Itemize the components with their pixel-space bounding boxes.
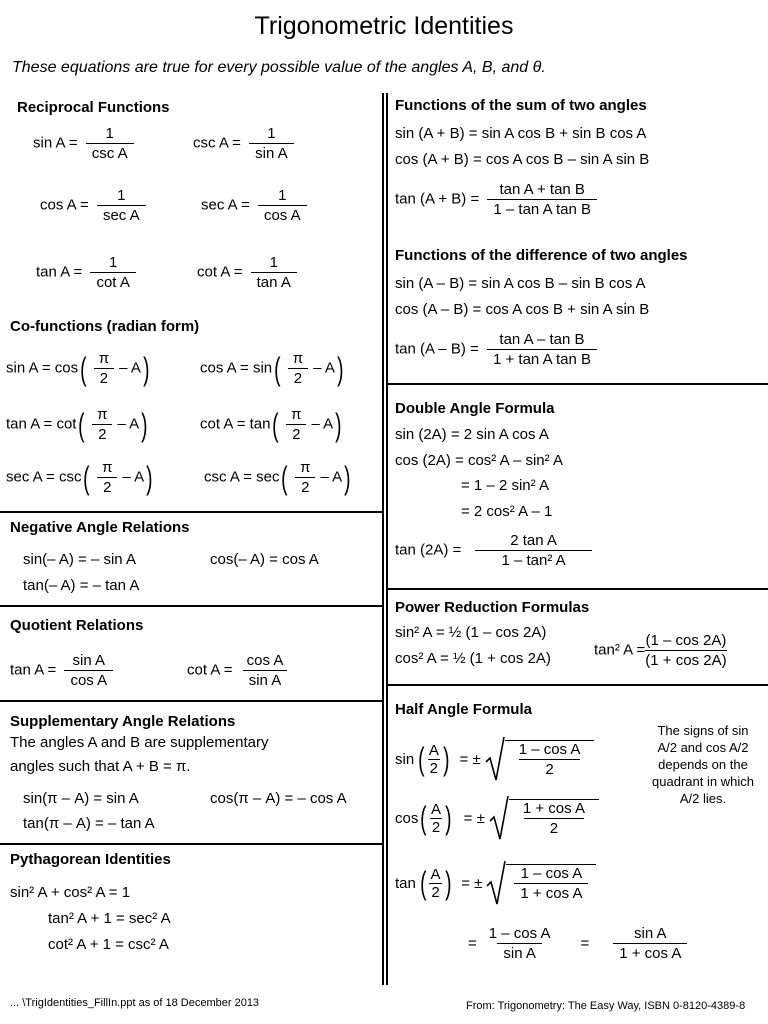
equation-lhs: tan A = bbox=[10, 661, 57, 679]
note-text: The signs of sin A/2 and cos A/2 depends on the quadrant in which A/2 lies. bbox=[652, 723, 754, 806]
quotient-row bbox=[10, 652, 117, 689]
equation-lhs: tan bbox=[395, 874, 416, 892]
cofunction-row: cot A = tan( $\frac{\pi}{2}$ – A) bbox=[200, 406, 342, 443]
equation-lhs: tan A = bbox=[36, 263, 83, 281]
equation: sin(– A) = – sin A bbox=[23, 551, 136, 568]
cofunction-row: sec A = csc( $\frac{\pi}{2}$ – A) bbox=[6, 459, 153, 496]
supplementary-header: Supplementary Angle Relations bbox=[10, 713, 236, 730]
equation: sin² A = ½ (1 – cos 2A) bbox=[395, 624, 547, 641]
equation-lhs: cos A = bbox=[40, 196, 89, 214]
pi-symbol: π bbox=[97, 406, 108, 423]
reciprocal-row bbox=[201, 187, 311, 224]
numerator: 1 bbox=[278, 187, 287, 204]
equation-lhs: sec A = bbox=[201, 196, 250, 214]
numerator: 1 – cos A bbox=[518, 741, 581, 758]
sum-header: Functions of the sum of two angles bbox=[395, 97, 647, 114]
plus-minus: = ± bbox=[463, 809, 485, 827]
column-divider bbox=[382, 93, 384, 985]
divider bbox=[0, 700, 383, 702]
page-subtitle: These equations are true for every possible value of the angles A, B, and θ. bbox=[12, 59, 546, 76]
denominator: sin A bbox=[497, 943, 542, 962]
denominator: 2 bbox=[519, 759, 579, 778]
numerator: tan A + tan B bbox=[499, 181, 585, 198]
divider bbox=[386, 383, 768, 385]
denominator: cot A bbox=[90, 272, 135, 291]
minus-a: – A bbox=[313, 359, 335, 377]
equals: = bbox=[468, 935, 477, 952]
pi-symbol: π bbox=[98, 350, 110, 367]
half-tan-alt-row bbox=[468, 925, 691, 962]
numerator: sin A bbox=[72, 652, 106, 669]
minus-a: – A bbox=[122, 468, 145, 486]
numerator: sin A bbox=[634, 925, 667, 942]
negative-header: Negative Angle Relations bbox=[10, 519, 190, 536]
quotient-row bbox=[187, 652, 293, 689]
minus-a: – A bbox=[117, 415, 140, 433]
equation: sin (2A) = 2 sin A cos A bbox=[395, 426, 549, 443]
equation-lhs: csc A = bbox=[193, 134, 241, 152]
fraction bbox=[475, 532, 591, 569]
denominator: tan A bbox=[251, 272, 297, 291]
equation-lhs: tan (2A) = bbox=[395, 541, 462, 559]
denominator: 2 bbox=[288, 368, 308, 387]
pi-symbol: π bbox=[102, 459, 113, 476]
sqrt-sign bbox=[486, 860, 596, 906]
difference-tan-row bbox=[395, 331, 601, 368]
divider bbox=[386, 588, 768, 590]
double-tan-row bbox=[395, 532, 596, 569]
divider bbox=[0, 843, 383, 845]
column-divider-2 bbox=[386, 93, 388, 985]
numerator: cos A bbox=[246, 652, 284, 669]
equation: cos (A + B) = cos A cos B – sin A sin B bbox=[395, 151, 650, 168]
equation-lhs: sin A = bbox=[33, 134, 78, 152]
cofunction-row: cos A = sin( $\frac{\pi}{2}$ – A) bbox=[200, 350, 344, 387]
denominator: sec A bbox=[97, 205, 146, 224]
divider bbox=[0, 511, 383, 513]
reciprocal-header: Reciprocal Functions bbox=[17, 99, 170, 116]
denominator: 1 – tan² A bbox=[475, 550, 591, 569]
half-header: Half Angle Formula bbox=[395, 701, 532, 718]
equation-lhs: tan (A + B) = bbox=[395, 190, 480, 208]
equals: = bbox=[580, 935, 590, 952]
footer-right: From: Trigonometry: The Easy Way, ISBN 0-8120-4389-8 bbox=[466, 1000, 746, 1012]
denominator: 1 – tan A tan B bbox=[487, 199, 597, 218]
numerator: 1 – cos A bbox=[520, 865, 583, 882]
numerator: A bbox=[428, 741, 439, 759]
reciprocal-row bbox=[36, 254, 140, 291]
fraction bbox=[86, 125, 134, 162]
equation: cos (A – B) = cos A cos B + sin A sin B bbox=[395, 301, 650, 318]
reciprocal-row bbox=[193, 125, 298, 162]
numerator: 1 – cos A bbox=[488, 925, 551, 942]
equation-lhs: sin bbox=[395, 750, 415, 768]
denominator: 1 + cos A bbox=[613, 943, 687, 962]
denominator: (1 + cos 2A) bbox=[645, 652, 727, 669]
equation: = 2 cos² A – 1 bbox=[461, 503, 553, 520]
plus-minus: = ± bbox=[459, 750, 481, 768]
double-header: Double Angle Formula bbox=[395, 400, 555, 417]
fraction bbox=[241, 652, 290, 689]
cofunction-row: csc A = sec( $\frac{\pi}{2}$ – A) bbox=[204, 459, 351, 496]
equation-lhs: tan (A – B) = bbox=[395, 340, 479, 358]
minus-a: – A bbox=[311, 415, 334, 433]
denominator: 2 bbox=[97, 477, 117, 496]
denominator: 2 bbox=[524, 818, 584, 837]
supplementary-text: The angles A and B are supplementary bbox=[10, 734, 269, 751]
reciprocal-row bbox=[197, 254, 301, 291]
minus-a: – A bbox=[119, 359, 141, 377]
fraction bbox=[487, 181, 597, 218]
fraction bbox=[251, 254, 297, 291]
reciprocal-row bbox=[40, 187, 150, 224]
denominator: 2 bbox=[92, 424, 112, 443]
equation-lhs: cot A = bbox=[187, 661, 233, 679]
cofunction-row: tan A = cot( $\frac{\pi}{2}$ – A) bbox=[6, 406, 148, 443]
minus-a: – A bbox=[320, 468, 343, 486]
equation: sin (A – B) = sin A cos B – sin B cos A bbox=[395, 275, 646, 292]
sum-tan-row bbox=[395, 181, 601, 218]
equation: sin (A + B) = sin A cos B + sin B cos A bbox=[395, 125, 647, 142]
equation: cos(– A) = cos A bbox=[210, 551, 319, 568]
pi-symbol: π bbox=[300, 459, 311, 476]
reciprocal-row bbox=[33, 125, 138, 162]
equation: cot² A + 1 = csc² A bbox=[48, 936, 169, 953]
denominator: 1 + tan A tan B bbox=[487, 349, 597, 368]
numerator: 1 bbox=[267, 125, 276, 142]
denominator: sin A bbox=[249, 143, 294, 162]
equation: tan(– A) = – tan A bbox=[23, 577, 140, 594]
denominator: 2 bbox=[431, 818, 441, 836]
fraction bbox=[249, 125, 294, 162]
equation-lhs: sec A = csc bbox=[6, 468, 82, 486]
equation-lhs: csc A = sec bbox=[204, 468, 280, 486]
numerator: A bbox=[430, 865, 441, 883]
page-title: Trigonometric Identities bbox=[254, 12, 514, 40]
denominator: 2 bbox=[431, 883, 440, 901]
sqrt-sign bbox=[489, 795, 599, 841]
power-tan-row bbox=[594, 632, 731, 669]
denominator: 2 bbox=[295, 477, 315, 496]
equation: cos(π – A) = – cos A bbox=[210, 790, 347, 807]
plus-minus: = ± bbox=[461, 874, 483, 892]
denominator: sin A bbox=[243, 670, 288, 689]
supplementary-text: angles such that A + B = π. bbox=[10, 758, 191, 775]
fraction bbox=[645, 632, 726, 669]
divider bbox=[386, 684, 768, 686]
equation: tan(π – A) = – tan A bbox=[23, 815, 155, 832]
denominator: csc A bbox=[86, 143, 134, 162]
pi-symbol: π bbox=[291, 406, 302, 423]
fraction bbox=[258, 187, 307, 224]
power-header: Power Reduction Formulas bbox=[395, 599, 590, 616]
denominator: 2 bbox=[429, 759, 439, 777]
fraction bbox=[487, 331, 597, 368]
divider bbox=[0, 605, 383, 607]
denominator: 2 bbox=[286, 424, 306, 443]
equation-lhs: cos bbox=[395, 809, 419, 827]
equation: tan² A + 1 = sec² A bbox=[48, 910, 171, 927]
quotient-header: Quotient Relations bbox=[10, 617, 144, 634]
equation-lhs: cos A = sin bbox=[200, 359, 273, 377]
equation: sin(π – A) = sin A bbox=[23, 790, 139, 807]
numerator: 1 + cos A bbox=[522, 800, 585, 817]
half-angle-note bbox=[650, 722, 756, 807]
equation: sin² A + cos² A = 1 bbox=[10, 884, 131, 901]
fraction bbox=[97, 187, 146, 224]
numerator: 1 bbox=[105, 125, 114, 142]
difference-header: Functions of the difference of two angles bbox=[395, 247, 688, 264]
fraction bbox=[90, 254, 135, 291]
numerator: tan A – tan B bbox=[499, 331, 585, 348]
numerator: (1 – cos 2A) bbox=[645, 632, 727, 649]
numerator: 2 tan A bbox=[510, 532, 557, 549]
equation: = 1 – 2 sin² A bbox=[461, 477, 549, 494]
equation-lhs: tan A = cot bbox=[6, 415, 77, 433]
half-tan-row: tan ( $\frac{A}{2}$ ) = ± $\frac{\text{1 – cos A}}{\text{1 + cos A}}$ bbox=[395, 860, 596, 906]
numerator: 1 bbox=[108, 254, 118, 271]
equation-lhs: cot A = bbox=[197, 263, 243, 281]
denominator: cos A bbox=[258, 205, 307, 224]
half-sin-row: sin ( $\frac{A}{2}$ ) = ± $\frac{\text{1 – cos A}}{2}$ bbox=[395, 736, 594, 782]
equation-lhs: sin A = cos bbox=[6, 359, 79, 377]
equation-lhs: tan² A = bbox=[594, 641, 646, 659]
equation: cos² A = ½ (1 + cos 2A) bbox=[395, 650, 551, 667]
sqrt-sign bbox=[485, 736, 595, 782]
denominator: 2 bbox=[94, 368, 114, 387]
equation-lhs: cot A = tan bbox=[200, 415, 271, 433]
numerator: 1 bbox=[269, 254, 278, 271]
pythagorean-header: Pythagorean Identities bbox=[10, 851, 171, 868]
footer-left: ... \TrigIdentities_FillIn.ppt as of 18 December 2013 bbox=[10, 997, 260, 1009]
fraction bbox=[64, 652, 113, 689]
denominator: 1 + cos A bbox=[514, 883, 588, 902]
half-cos-row: cos ( $\frac{A}{2}$ ) = ± $\frac{\text{1 + cos A}}{2}$ bbox=[395, 795, 599, 841]
pi-symbol: π bbox=[292, 350, 304, 367]
equation: cos (2A) = cos² A – sin² A bbox=[395, 452, 563, 469]
numerator: A bbox=[431, 800, 442, 818]
cofunction-row: sin A = cos( $\frac{\pi}{2}$ – A) bbox=[6, 350, 150, 387]
cofunctions-header: Co-functions (radian form) bbox=[10, 318, 200, 335]
numerator: 1 bbox=[117, 187, 126, 204]
denominator: cos A bbox=[64, 670, 113, 689]
